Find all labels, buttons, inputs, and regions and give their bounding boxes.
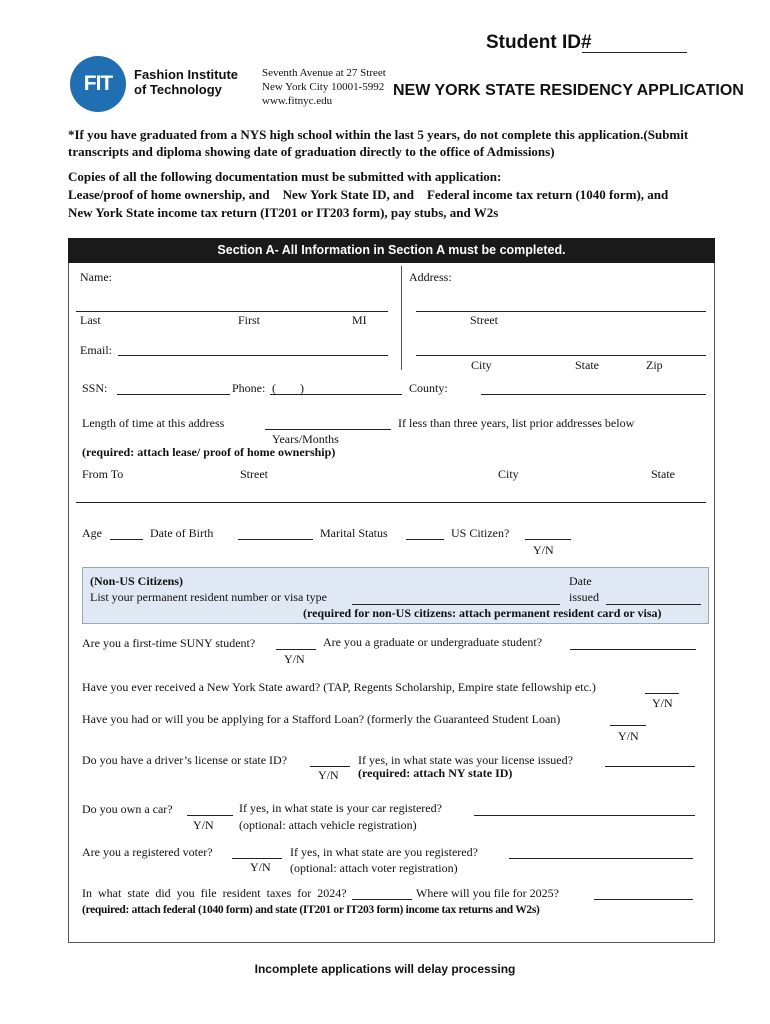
non-us-title: (Non-US Citizens) — [90, 574, 183, 588]
age-field[interactable] — [110, 525, 143, 540]
voter-optional-note: (optional: attach voter registration) — [290, 861, 458, 875]
us-citizen-label: US Citizen? — [451, 526, 510, 540]
institution-address — [262, 66, 386, 108]
taxes-2025-question: Where will you file for 2025? — [416, 886, 559, 900]
county-label: County: — [409, 381, 448, 395]
lease-required-note: (required: attach lease/ proof of home ownership) — [82, 445, 336, 459]
citizen-yn: Y/N — [533, 543, 554, 557]
license-state-field[interactable] — [605, 752, 695, 767]
footer-note: Incomplete applications will delay processing — [254, 962, 516, 976]
email-field[interactable] — [118, 341, 388, 356]
copies-line2a: New York State income tax return (IT201 or IT203 form), — [68, 205, 388, 220]
name-field[interactable] — [76, 297, 388, 312]
address-label: Address: — [409, 270, 452, 284]
section-a-header — [68, 238, 715, 263]
suny-question: Are you a first-time SUNY student? — [82, 636, 256, 650]
dob-field[interactable] — [238, 525, 313, 540]
email-label: Email: — [80, 343, 112, 357]
marital-status-label: Marital Status — [320, 526, 388, 540]
voter-state-question: If yes, in what state are you registered? — [290, 845, 478, 859]
phone-field[interactable] — [270, 380, 402, 395]
license-yn: Y/N — [318, 768, 339, 782]
copies-line2b: pay stubs, and W2s — [390, 205, 499, 220]
license-field[interactable] — [310, 752, 350, 767]
zip-label: Zip — [646, 358, 663, 372]
marital-status-field[interactable] — [406, 525, 444, 540]
form-title: NEW YORK STATE RESIDENCY APPLICATION — [393, 82, 744, 99]
voter-yn: Y/N — [250, 860, 271, 874]
ssn-field[interactable] — [117, 380, 230, 395]
award-question: Have you ever received a New York State award? (TAP, Regents Scholarship, Empire state fellowship etc.) — [82, 680, 596, 694]
fit-logo — [70, 56, 126, 112]
voter-field[interactable] — [232, 844, 282, 859]
mi-label: MI — [352, 313, 367, 327]
resident-number-field[interactable] — [352, 590, 560, 605]
taxes-2024-question: In what state did you file resident taxes for 2024? — [82, 886, 347, 900]
street-field[interactable] — [416, 297, 706, 312]
car-optional-note: (optional: attach vehicle registration) — [239, 818, 417, 832]
prior-addresses-note: If less than three years, list prior addresses below — [398, 416, 635, 430]
suny-field[interactable] — [276, 635, 316, 650]
car-question: Do you own a car? — [82, 802, 173, 816]
stafford-yn: Y/N — [618, 729, 639, 743]
street-label: Street — [470, 313, 498, 327]
prior-state-label: State — [651, 467, 675, 481]
note-line2: transcripts and diploma showing date of graduation directly to the office of Admissions) — [68, 144, 555, 159]
stafford-field[interactable] — [610, 711, 646, 726]
grad-field[interactable] — [570, 635, 696, 650]
institution-line2: of Technology — [134, 82, 222, 97]
institution-name — [134, 67, 238, 97]
student-id-label: Student ID# — [486, 32, 592, 53]
copies-line1: Lease/proof of home ownership, and New York State ID, and Federal income tax return (1040 form), and — [68, 187, 669, 202]
license-state-question: If yes, in what state was your license issued? — [358, 753, 573, 767]
length-label: Length of time at this address — [82, 416, 225, 430]
taxes-2025-field[interactable] — [594, 885, 693, 900]
length-field[interactable] — [265, 415, 391, 430]
car-field[interactable] — [187, 801, 233, 816]
award-field[interactable] — [645, 679, 679, 694]
license-question: Do you have a driver’s license or state ID? — [82, 753, 288, 767]
car-state-field[interactable] — [474, 801, 695, 816]
website: www.fitnyc.edu — [262, 95, 333, 107]
non-us-list-label: List your permanent resident number or visa type — [90, 590, 327, 604]
issued-label: issued — [569, 590, 599, 604]
divider — [401, 266, 402, 370]
taxes-required-note: (required: attach federal (1040 form) and state (IT201 or IT203 form) income tax returns and W2s) — [82, 904, 540, 916]
from-to-label: From To — [82, 467, 124, 481]
date-issued-field[interactable] — [606, 590, 701, 605]
phone-parens: ( ) — [272, 381, 304, 395]
voter-question: Are you a registered voter? — [82, 845, 213, 859]
car-yn: Y/N — [193, 818, 214, 832]
city-state-zip-field[interactable] — [416, 341, 706, 356]
taxes-2024-field[interactable] — [352, 885, 412, 900]
student-id-field[interactable] — [582, 52, 687, 53]
license-required-note: (required: attach NY state ID) — [358, 766, 513, 780]
non-us-required-note: (required for non-US citizens: attach permanent resident card or visa) — [303, 606, 662, 620]
note-line1: *If you have graduated from a NYS high school within the last 5 years, do not complete this application.(Submit — [68, 127, 689, 142]
graduate-note — [68, 126, 688, 160]
prior-address-field[interactable] — [76, 488, 706, 503]
name-label: Name: — [80, 270, 112, 284]
ssn-label: SSN: — [82, 381, 108, 395]
prior-street-label: Street — [240, 467, 268, 481]
phone-label: Phone: — [232, 381, 266, 395]
county-field[interactable] — [481, 380, 706, 395]
suny-yn: Y/N — [284, 652, 305, 666]
grad-question: Are you a graduate or undergraduate student? — [323, 635, 543, 649]
us-citizen-field[interactable] — [525, 525, 571, 540]
prior-city-label: City — [498, 467, 519, 481]
date-label: Date — [569, 574, 592, 588]
institution-line1: Fashion Institute — [134, 67, 238, 82]
logo-text: FIT — [83, 72, 113, 95]
documentation-list — [68, 168, 668, 222]
stafford-question: Have you had or will you be applying for a Stafford Loan? (formerly the Guaranteed Student Loan) — [82, 712, 561, 726]
dob-label: Date of Birth — [150, 526, 214, 540]
age-label: Age — [82, 526, 102, 540]
city-label: City — [471, 358, 492, 372]
years-months-label: Years/Months — [272, 432, 339, 446]
section-a-title: Section A- All Information in Section A must be completed. — [217, 243, 566, 257]
car-state-question: If yes, in what state is your car registered? — [239, 801, 442, 815]
copies-heading: Copies of all the following documentation must be submitted with application: — [68, 169, 502, 184]
first-label: First — [238, 313, 261, 327]
address-line1: Seventh Avenue at 27 Street — [262, 67, 386, 79]
award-yn: Y/N — [652, 696, 673, 710]
state-label: State — [575, 358, 599, 372]
voter-state-field[interactable] — [509, 844, 693, 859]
last-label: Last — [80, 313, 101, 327]
address-line2: New York City 10001-5992 — [262, 81, 385, 93]
